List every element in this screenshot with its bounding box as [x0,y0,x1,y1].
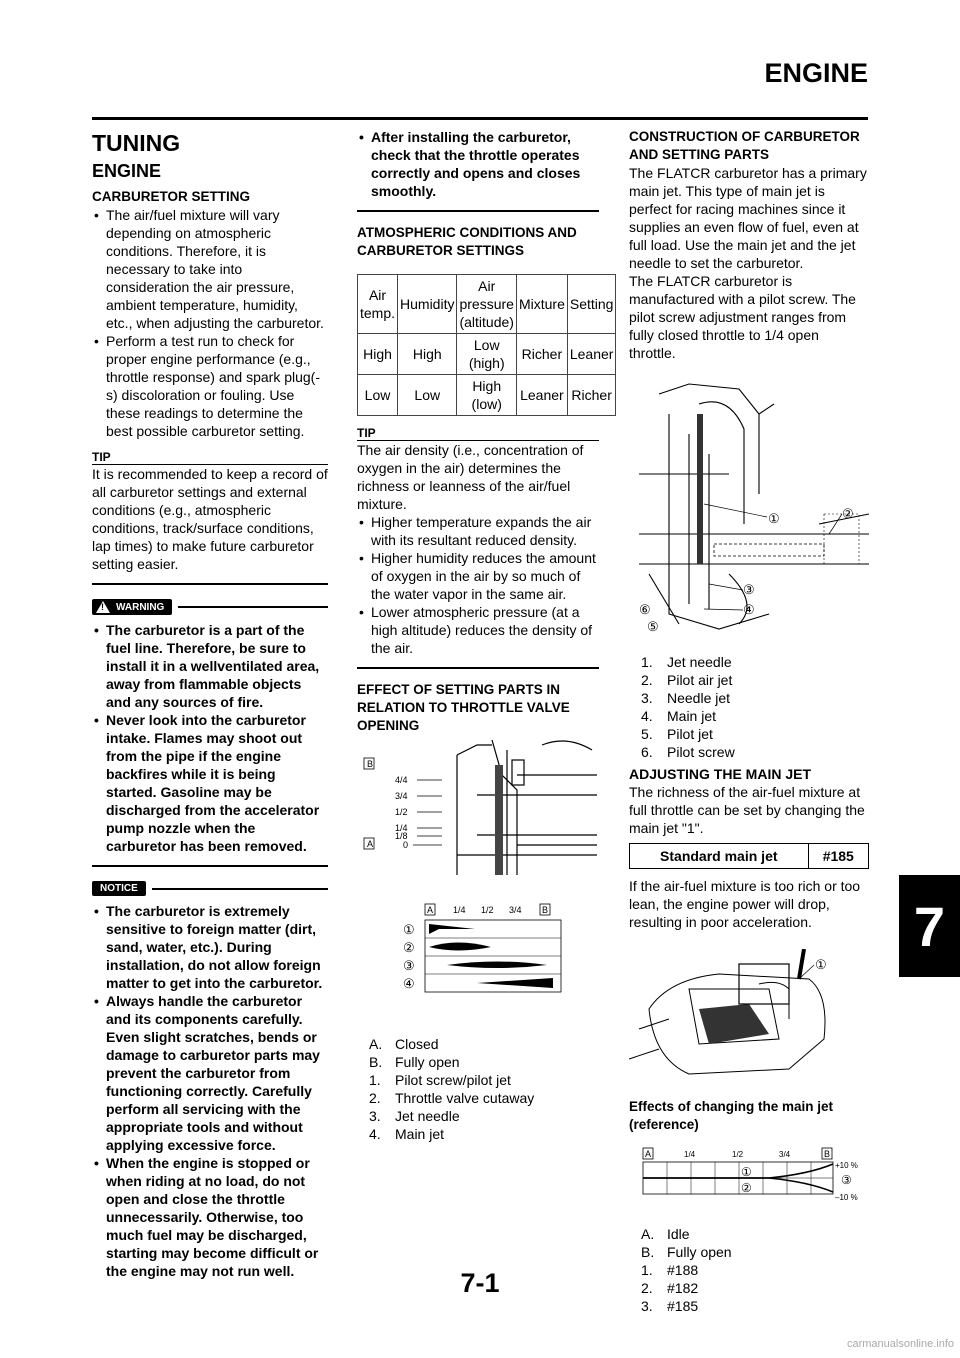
column-3 [629,128,869,1315]
legend-item: 1. #188 [641,1262,699,1278]
main-jet-figure [629,949,869,1079]
callout: ④ [743,602,755,617]
list-item: • Higher humidity reduces the amount of oxygen in the air by so much of the water vapor in the same air. [357,549,599,603]
legend-item: 3. #185 [641,1298,699,1314]
list-item: • The air/fuel mixture will vary depending on atmospheric conditions. Therefore, it is necessary to take into consideration the air pressure, ambient temperature, humidity, etc., when adjusting the carburetor. [92,206,328,332]
carburetor-figure [629,374,869,644]
tip-text: It is recommended to keep a record of all carburetor settings and external conditions (e.g., atmospheric conditions, track/surface conditions, lap times) to make future carburetor setting easier. [92,466,328,572]
list-item: • Higher temperature expands the air with its resultant reduced density. [357,513,599,549]
minus-label: –10 % [835,1193,858,1202]
marker-b: B [824,1149,831,1159]
legend-item: 1. Pilot screw/pilot jet [369,1072,511,1088]
table-cell: High (low) [457,375,516,416]
divider [92,583,328,585]
legend-item: B. Fully open [641,1244,732,1260]
row-label: ③ [403,958,415,973]
standard-main-jet-table [629,843,869,869]
header-rule [92,117,868,120]
scale-label: 1/8 [395,831,408,841]
column-1 [92,128,328,1280]
axis-label: 1/4 [684,1150,696,1159]
table-cell: Richer [567,375,616,416]
table-cell: Standard main jet [630,844,809,869]
legend-item: 3. Jet needle [369,1108,460,1124]
atmospheric-table [357,274,616,416]
list-item: • The carburetor is a part of the fuel line. Therefore, be sure to install it in a wellventilated area, away from flammable objects and any sources of fire. [92,621,328,711]
legend-item: 4. Main jet [369,1126,445,1142]
callout: ⑥ [639,602,651,617]
warning-list [92,621,328,855]
table-cell: Low [398,375,457,416]
axis-label: 3/4 [779,1150,791,1159]
scale-label: 3/4 [395,791,408,801]
list-item: • Lower atmospheric pressure (at a high altitude) reduces the density of the air. [357,603,599,657]
curve-label: ① [741,1165,752,1179]
list-item: • Perform a test run to check for proper engine performance (e.g., throttle response) and spark plug(-s) discoloration or fouling. Use these readings to determine the best possible carburetor setting. [92,332,328,440]
table-row [358,334,616,375]
warning-badge [92,599,172,615]
callout: ① [768,511,780,526]
marker-a: A [367,839,374,849]
table-cell: Low [358,375,398,416]
effect-heading: EFFECT OF SETTING PARTS IN RELATION TO THROTTLE VALVE OPENING [357,682,570,733]
axis-label: 1/2 [481,905,494,915]
column-2 [357,128,614,1143]
footer-watermark: carmanualsonline.info [846,1338,954,1350]
row-label: ② [403,940,415,955]
scale-label: 1/2 [395,807,408,817]
legend-item: 2. Pilot air jet [641,672,733,688]
table-cell: High [358,334,398,375]
curve-label: ② [741,1181,752,1195]
main-jet-text: The richness of the air-fuel mixture at full throttle can be set by changing the main jet "1". [629,784,865,836]
legend-item: A. Idle [641,1226,690,1242]
table-header-cell: Mixture [516,275,567,334]
legend-item: 2. #182 [641,1280,699,1296]
tip-label: TIP [92,450,328,465]
row-label: ① [403,922,415,937]
table-row [358,375,616,416]
marker-b: B [542,905,549,915]
callout: ③ [743,582,755,597]
jet-effect-figure [357,900,599,1020]
legend-item: B. Fully open [369,1054,460,1070]
legend-item: 6. Pilot screw [641,744,735,760]
table-cell: High [398,334,457,375]
section-subtitle: ENGINE [92,161,162,181]
axis-label: 1/4 [453,905,466,915]
list-item: • Never look into the carburetor intake. Flames may shoot out from the pipe if the engine backfires while it is being started. Gasoline may be discharged from the accelerator pump nozzle when the carburetor has been removed. [92,711,328,855]
tip-text: The air density (i.e., concentration of oxygen in the air) determines the richness or leanness of the air/fuel mixture. [357,442,584,512]
scale-label: 1/4 [395,823,408,833]
warning-header [92,599,328,615]
list-item: • Always handle the carburetor and its components carefully. Even slight scratches, bends or damage to carburetor parts may prevent the carburetor from functioning correctly. Carefully perform all servicing with the appropriate tools and without applying excessive force. [92,992,328,1154]
notice-list [92,902,328,1280]
main-jet-effects-figure [629,1146,869,1206]
carb-setting-list [92,206,328,440]
divider [92,865,328,867]
scale-label: 0 [403,840,409,850]
divider [357,210,599,212]
page-title: TUNING [92,130,181,156]
parts-legend [629,653,869,761]
table-header-cell: Air pressure (altitude) [457,275,516,334]
table-row [630,844,869,869]
callout: ① [815,957,827,972]
tip-list [357,513,599,657]
notice-header [92,881,328,896]
table-cell: Low (high) [457,334,516,375]
list-item: • The carburetor is extremely sensitive to foreign matter (dirt, sand, water, etc.). During installation, do not allow foreign matter to get into the carburetor. [92,902,328,992]
construction-text: The FLATCR carburetor has a primary main jet. This type of main jet is perfect for racing machines since it supplies an even flow of fuel, even at full load. Use the main jet and the jet needle to set the carburetor. [629,165,867,271]
table-header-cell: Setting [567,275,616,334]
marker-b: B [367,759,374,769]
legend-item: 1. Jet needle [641,654,732,670]
marker-a: A [427,905,434,915]
list-item: • After installing the carburetor, check that the throttle operates correctly and opens and closes smoothly. [357,128,599,200]
notice-badge [92,881,146,896]
table-cell: Richer [516,334,567,375]
table-cell: Leaner [567,334,616,375]
legend-item: A. Closed [369,1036,439,1052]
throttle-valve-figure [357,735,599,895]
tip-label: TIP [357,426,599,441]
marker-a: A [645,1149,652,1159]
plus-label: +10 % [835,1161,858,1170]
legend-item: 2. Throttle valve cutaway [369,1090,535,1106]
effects-heading: Effects of changing the main jet (reference) [629,1099,834,1132]
carb-setting-heading: CARBURETOR SETTING [92,189,251,204]
callout: ⑤ [647,619,659,634]
legend-item: 4. Main jet [641,708,717,724]
table-header-cell: Humidity [398,275,457,334]
axis-label: 1/2 [732,1150,744,1159]
figure-legend [357,1035,599,1143]
construction-heading: CONSTRUCTION OF CARBURETOR AND SETTING PARTS [629,129,860,162]
main-jet-text: If the air-fuel mixture is too rich or too lean, the engine power will drop, resulting in poor acceleration. [629,878,861,930]
scale-label: 4/4 [395,775,408,785]
table-cell: #185 [808,844,868,869]
warning-icon: ! [96,601,110,613]
list-item: • When the engine is stopped or when riding at no load, do not open and close the throttle unnecessarily. Otherwise, too much fuel may be discharged, starting may become difficult or the engine may not run well. [92,1154,328,1280]
notice-list-continued [357,128,599,200]
legend-item: 3. Needle jet [641,690,731,706]
callout: ② [842,506,854,521]
axis-label: 3/4 [509,905,522,915]
curve-label: ③ [841,1173,852,1187]
warning-label: WARNING [116,601,165,613]
divider [357,667,599,669]
section-title: ENGINE [764,58,868,88]
legend-item: 5. Pilot jet [641,726,713,742]
table-cell: Leaner [516,375,567,416]
page-number: 7-1 [460,1268,500,1298]
atmospheric-heading: ATMOSPHERIC CONDITIONS AND CARBURETOR SETTINGS [357,225,577,258]
table-header-cell: Air temp. [358,275,398,334]
construction-text: The FLATCR carburetor is manufactured with a pilot screw. The pilot screw adjustment ranges from fully closed throttle to 1/4 open throttle. [629,273,856,361]
notice-label: NOTICE [100,883,138,894]
main-jet-heading: ADJUSTING THE MAIN JET [629,766,812,782]
table-header-row [358,275,616,334]
chapter-tab: 7 [899,875,960,977]
row-label: ④ [403,976,415,991]
